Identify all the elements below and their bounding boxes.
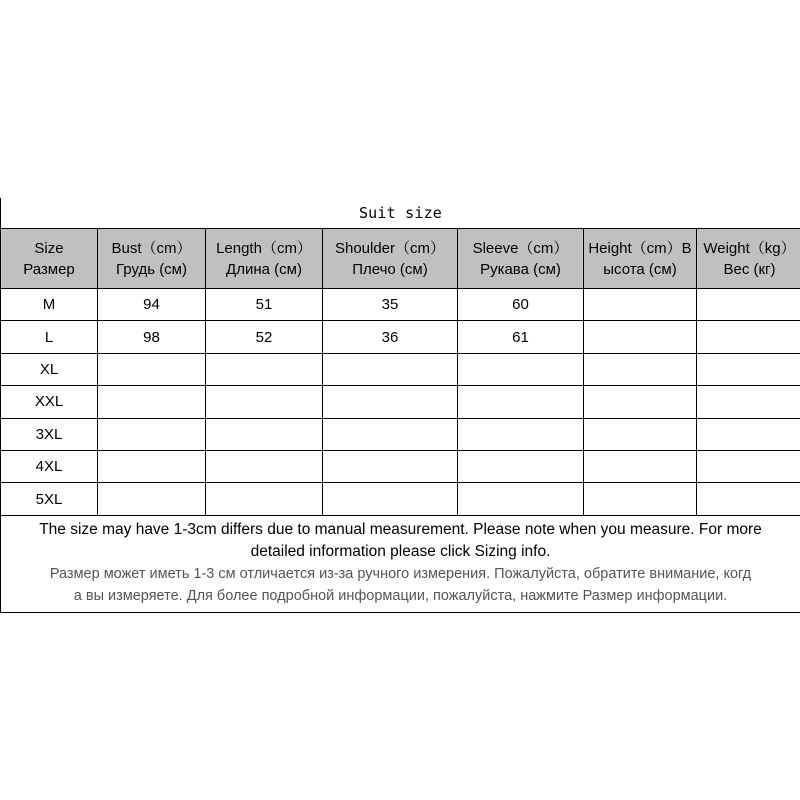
cell-weight bbox=[697, 483, 800, 515]
cell-size: XL bbox=[1, 353, 98, 385]
cell-shoulder bbox=[323, 483, 458, 515]
cell-bust: 98 bbox=[98, 321, 206, 353]
cell-height bbox=[584, 418, 697, 450]
cell-sleeve bbox=[458, 483, 584, 515]
cell-bust bbox=[98, 353, 206, 385]
cell-height bbox=[584, 321, 697, 353]
cell-weight bbox=[697, 353, 800, 385]
header-length: Length（cm） Длина (см) bbox=[206, 229, 323, 289]
cell-length bbox=[206, 483, 323, 515]
cell-height bbox=[584, 386, 697, 418]
cell-sleeve bbox=[458, 450, 584, 482]
cell-bust: 94 bbox=[98, 289, 206, 321]
size-chart bbox=[0, 198, 800, 613]
cell-sleeve: 61 bbox=[458, 321, 584, 353]
cell-bust bbox=[98, 418, 206, 450]
header-shoulder: Shoulder（cm） Плечо (см) bbox=[323, 229, 458, 289]
table-row bbox=[1, 483, 800, 515]
header-size: Size Размер bbox=[1, 229, 98, 289]
cell-size: 4XL bbox=[1, 450, 98, 482]
cell-height bbox=[584, 289, 697, 321]
header-weight: Weight（kg） Вес (кг) bbox=[697, 229, 800, 289]
cell-length bbox=[206, 386, 323, 418]
cell-shoulder: 36 bbox=[323, 321, 458, 353]
note-en-line: detailed information please click Sizing info. bbox=[250, 542, 551, 560]
chart-title: Suit size bbox=[0, 198, 800, 228]
cell-sleeve bbox=[458, 353, 584, 385]
header-row bbox=[1, 229, 800, 289]
cell-sleeve: 60 bbox=[458, 289, 584, 321]
cell-sleeve bbox=[458, 418, 584, 450]
table-row bbox=[1, 418, 800, 450]
header-height: Height（cm）В ысота (см) bbox=[584, 229, 697, 289]
cell-size: L bbox=[1, 321, 98, 353]
cell-shoulder bbox=[323, 386, 458, 418]
cell-weight bbox=[697, 289, 800, 321]
cell-weight bbox=[697, 450, 800, 482]
cell-height bbox=[584, 450, 697, 482]
cell-shoulder bbox=[323, 450, 458, 482]
cell-length bbox=[206, 450, 323, 482]
cell-size: M bbox=[1, 289, 98, 321]
cell-height bbox=[584, 483, 697, 515]
cell-shoulder: 35 bbox=[323, 289, 458, 321]
cell-length bbox=[206, 353, 323, 385]
note-en-line: The size may have 1-3cm differs due to manual measurement. Please note when you measure. For more bbox=[39, 520, 762, 538]
header-sleeve: Sleeve（cm） Рукава (см) bbox=[458, 229, 584, 289]
cell-height bbox=[584, 353, 697, 385]
note-ru-line: а вы измеряете. Для более подробной информации, пожалуйста, нажмите Размер информации. bbox=[73, 587, 728, 604]
cell-bust bbox=[98, 386, 206, 418]
cell-bust bbox=[98, 483, 206, 515]
cell-size: XXL bbox=[1, 386, 98, 418]
table-row bbox=[1, 321, 800, 353]
cell-size: 3XL bbox=[1, 418, 98, 450]
table-row bbox=[1, 289, 800, 321]
cell-weight bbox=[697, 418, 800, 450]
table-row bbox=[1, 450, 800, 482]
cell-shoulder bbox=[323, 418, 458, 450]
table-row bbox=[1, 386, 800, 418]
cell-shoulder bbox=[323, 353, 458, 385]
table-row bbox=[1, 353, 800, 385]
cell-weight bbox=[697, 386, 800, 418]
header-bust: Bust（cm） Грудь (см) bbox=[98, 229, 206, 289]
cell-sleeve bbox=[458, 386, 584, 418]
cell-length bbox=[206, 418, 323, 450]
cell-size: 5XL bbox=[1, 483, 98, 515]
cell-length: 51 bbox=[206, 289, 323, 321]
cell-weight bbox=[697, 321, 800, 353]
note-ru-line: Размер может иметь 1-3 см отличается из-за ручного измерения. Пожалуйста, обратите внимание, когд bbox=[49, 565, 752, 582]
measurement-note bbox=[0, 516, 800, 613]
size-table bbox=[0, 228, 800, 516]
cell-bust bbox=[98, 450, 206, 482]
cell-length: 52 bbox=[206, 321, 323, 353]
